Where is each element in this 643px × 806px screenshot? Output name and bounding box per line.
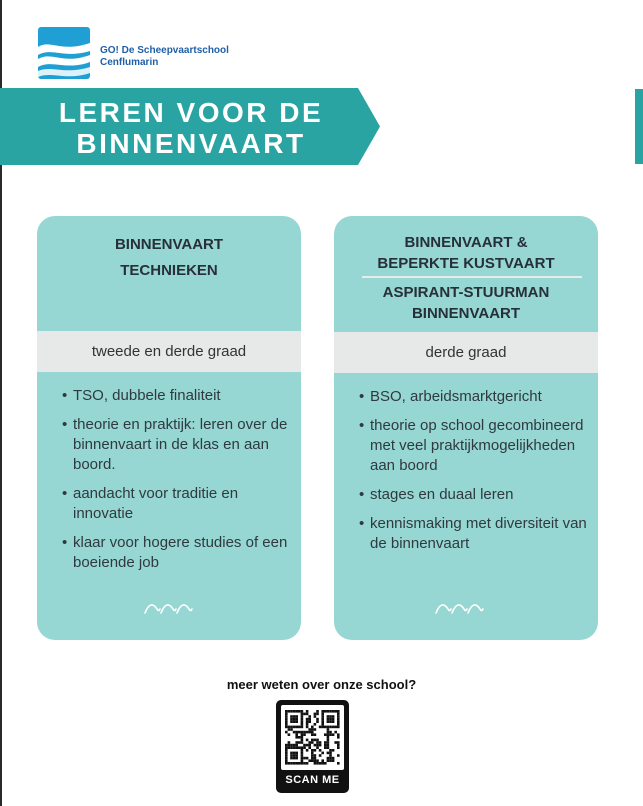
qr-module (290, 757, 293, 760)
qr-module (295, 762, 298, 765)
qr-module (308, 731, 311, 734)
qr-module (319, 754, 322, 757)
qr-module (314, 728, 317, 731)
qr-module (306, 726, 309, 729)
qr-module (337, 733, 340, 736)
qr-module (321, 710, 324, 713)
qr-module (301, 733, 304, 736)
qr-module (327, 752, 330, 755)
qr-module (327, 728, 330, 731)
page-title-line1: LEREN VOOR DE (58, 97, 324, 128)
qr-module (334, 710, 337, 713)
qr-module (334, 741, 337, 744)
qr-module (327, 739, 330, 742)
qr-module (301, 752, 304, 755)
qr-module (301, 754, 304, 757)
qr-module (301, 720, 304, 723)
qr-module (301, 715, 304, 718)
qr-module (337, 741, 340, 744)
qr-module (306, 710, 309, 713)
qr-module (321, 715, 324, 718)
qr-module (285, 713, 288, 716)
qr-module (303, 762, 306, 765)
qr-module (337, 726, 340, 729)
qr-code-icon (281, 705, 344, 770)
qr-module (301, 739, 304, 742)
qr-module (329, 749, 332, 752)
qr-module (293, 718, 296, 721)
qr-module (301, 759, 304, 762)
qr-module (295, 754, 298, 757)
qr-module (332, 718, 335, 721)
qr-module (298, 741, 301, 744)
card-title-line2: TECHNIEKEN (120, 262, 218, 279)
qr-module (327, 731, 330, 734)
qr-module (285, 726, 288, 729)
list-item: • aandacht voor traditie en innovatie (62, 485, 239, 522)
qr-module (311, 757, 314, 760)
qr-module (311, 752, 314, 755)
qr-module (311, 749, 314, 752)
qr-module (298, 726, 301, 729)
list-item: • BSO, arbeidsmarktgericht (359, 388, 542, 405)
qr-module (324, 762, 327, 765)
qr-module (295, 731, 298, 734)
qr-module (295, 733, 298, 736)
qr-module (337, 715, 340, 718)
scan-me-label: SCAN ME (285, 774, 340, 786)
qr-module (285, 762, 288, 765)
qr-module (290, 720, 293, 723)
qr-module (329, 731, 332, 734)
qr-module (285, 759, 288, 762)
program-card-kustvaart (334, 216, 598, 640)
grade-label: derde graad (334, 332, 598, 373)
qr-module (334, 731, 337, 734)
qr-module (306, 731, 309, 734)
qr-module (311, 739, 314, 742)
qr-module (321, 720, 324, 723)
qr-module (288, 710, 291, 713)
qr-module (303, 746, 306, 749)
list-item: • theorie op school gecombineerd met veel praktijkmogelijkheden aan boord (359, 417, 584, 474)
qr-module (285, 710, 288, 713)
qr-module (324, 744, 327, 747)
program-card-technieken (37, 216, 301, 640)
list-item: • kennismaking met diversiteit van de binnenvaart (359, 515, 587, 552)
qr-module (288, 746, 291, 749)
qr-module (327, 741, 330, 744)
qr-module (324, 741, 327, 744)
card-subtitle (334, 282, 598, 324)
qr-module (319, 749, 322, 752)
qr-module (308, 715, 311, 718)
qr-module (314, 759, 317, 762)
qr-module (314, 749, 317, 752)
qr-module (327, 720, 330, 723)
qr-module (288, 744, 291, 747)
qr-module (290, 754, 293, 757)
qr-module (314, 757, 317, 760)
qr-module (337, 744, 340, 747)
qr-module (329, 752, 332, 755)
qr-module (301, 749, 304, 752)
qr-module (321, 723, 324, 726)
grade-label: tweede en derde graad (37, 331, 301, 372)
qr-module (301, 713, 304, 716)
qr-module (337, 736, 340, 739)
qr-module (314, 744, 317, 747)
qr-module (334, 726, 337, 729)
qr-module (306, 713, 309, 716)
qr-module (311, 741, 314, 744)
qr-module (316, 741, 319, 744)
qr-module (290, 746, 293, 749)
card-title-line1: BINNENVAART (114, 236, 224, 253)
qr-module (306, 739, 309, 742)
qr-module (295, 736, 298, 739)
qr-module (337, 720, 340, 723)
qr-module (319, 744, 322, 747)
qr-module (316, 744, 319, 747)
qr-module (329, 759, 332, 762)
title-divider (362, 276, 582, 278)
qr-module (337, 718, 340, 721)
qr-module (303, 733, 306, 736)
page-title (46, 97, 336, 159)
card-title (334, 232, 598, 274)
qr-module (293, 720, 296, 723)
school-name-line2: Cenflumarin (100, 57, 159, 68)
qr-module (308, 718, 311, 721)
qr-module (290, 752, 293, 755)
qr-module (301, 757, 304, 760)
school-name (100, 45, 229, 69)
qr-module (327, 718, 330, 721)
qr-module (329, 754, 332, 757)
qr-module (306, 762, 309, 765)
card-title (37, 232, 301, 284)
qr-module (303, 713, 306, 716)
qr-module (329, 757, 332, 760)
qr-module (301, 726, 304, 729)
qr-module (314, 739, 317, 742)
qr-module (321, 726, 324, 729)
qr-module (316, 720, 319, 723)
list-item: • theorie en praktijk: leren over de binnenvaart in de klas en aan boord. (62, 416, 288, 473)
qr-module (285, 752, 288, 755)
qr-module (303, 744, 306, 747)
qr-module (337, 713, 340, 716)
qr-module (332, 726, 335, 729)
qr-module (290, 718, 293, 721)
qr-module (324, 746, 327, 749)
card-title-line2: BEPERKTE KUSTVAART (377, 255, 555, 272)
qr-module (290, 710, 293, 713)
qr-module (308, 720, 311, 723)
card-subtitle-line1: ASPIRANT-STUURMAN (382, 284, 550, 301)
qr-module (316, 713, 319, 716)
qr-module (321, 718, 324, 721)
qr-code-button[interactable] (276, 700, 349, 793)
qr-module (285, 746, 288, 749)
qr-module (306, 744, 309, 747)
qr-module (329, 718, 332, 721)
qr-module (285, 718, 288, 721)
qr-module (295, 718, 298, 721)
qr-module (293, 710, 296, 713)
qr-module (311, 759, 314, 762)
qr-module (327, 715, 330, 718)
qr-module (295, 752, 298, 755)
qr-module (316, 718, 319, 721)
qr-module (337, 723, 340, 726)
qr-module (321, 759, 324, 762)
qr-module (332, 733, 335, 736)
qr-module (324, 733, 327, 736)
qr-module (308, 759, 311, 762)
qr-module (285, 731, 288, 734)
qr-module (293, 752, 296, 755)
qr-module (319, 762, 322, 765)
qr-module (327, 759, 330, 762)
qr-module (324, 726, 327, 729)
qr-module (316, 746, 319, 749)
qr-module (301, 718, 304, 721)
qr-module (321, 752, 324, 755)
waves-icon (434, 601, 486, 615)
qr-module (298, 746, 301, 749)
qr-module (285, 744, 288, 747)
qr-module (316, 739, 319, 742)
qr-module (295, 726, 298, 729)
qr-module (316, 710, 319, 713)
qr-module (327, 736, 330, 739)
qr-module (311, 754, 314, 757)
qr-module (337, 746, 340, 749)
waves-icon (143, 601, 195, 615)
qr-module (337, 754, 340, 757)
qr-module (311, 726, 314, 729)
qr-module (327, 710, 330, 713)
qr-module (301, 731, 304, 734)
qr-module (319, 726, 322, 729)
qr-module (285, 757, 288, 760)
qr-module (295, 710, 298, 713)
qr-module (316, 762, 319, 765)
qr-module (303, 757, 306, 760)
qr-module (311, 728, 314, 731)
qr-module (308, 741, 311, 744)
qr-module (314, 754, 317, 757)
qr-module (288, 741, 291, 744)
qr-module (290, 762, 293, 765)
qr-module (301, 762, 304, 765)
qr-module (311, 731, 314, 734)
qr-module (285, 720, 288, 723)
qr-module (324, 710, 327, 713)
school-name-line1: GO! De Scheepvaartschool (100, 45, 229, 56)
qr-module (288, 726, 291, 729)
qr-module (295, 757, 298, 760)
qr-module (314, 715, 317, 718)
feature-list (359, 387, 594, 563)
qr-module (301, 710, 304, 713)
list-item: • klaar voor hogere studies of een boeiende job (62, 534, 288, 571)
qr-module (316, 759, 319, 762)
qr-module (301, 746, 304, 749)
qr-module (298, 710, 301, 713)
qr-module (308, 728, 311, 731)
qr-module (285, 723, 288, 726)
qr-module (314, 723, 317, 726)
qr-module (306, 720, 309, 723)
qr-module (293, 746, 296, 749)
qr-module (314, 733, 317, 736)
qr-module (329, 726, 332, 729)
qr-module (332, 759, 335, 762)
qr-module (293, 726, 296, 729)
qr-module (290, 728, 293, 731)
qr-module (332, 715, 335, 718)
qr-module (332, 757, 335, 760)
qr-module (301, 736, 304, 739)
more-info-prompt: meer weten over onze school? (226, 677, 417, 692)
qr-module (329, 720, 332, 723)
qr-module (295, 746, 298, 749)
list-item: • stages en duaal leren (359, 486, 514, 503)
qr-module (329, 710, 332, 713)
qr-module (332, 710, 335, 713)
qr-module (295, 741, 298, 744)
qr-module (285, 715, 288, 718)
qr-module (298, 736, 301, 739)
qr-module (321, 713, 324, 716)
qr-module (288, 762, 291, 765)
qr-module (308, 744, 311, 747)
qr-module (301, 741, 304, 744)
qr-module (293, 757, 296, 760)
qr-module (298, 731, 301, 734)
qr-module (306, 749, 309, 752)
qr-module (290, 715, 293, 718)
qr-module (295, 715, 298, 718)
card-title-line1: BINNENVAART & (404, 234, 528, 251)
qr-module (295, 744, 298, 747)
qr-module (306, 757, 309, 760)
qr-module (332, 749, 335, 752)
qr-module (298, 762, 301, 765)
list-item: • TSO, dubbele finaliteit (62, 387, 221, 404)
feature-list (62, 386, 297, 582)
qr-module (293, 744, 296, 747)
page-title-line2: BINNENVAART (76, 128, 306, 159)
qr-module (285, 754, 288, 757)
qr-module (329, 733, 332, 736)
wave-logo-icon (38, 27, 90, 79)
qr-module (332, 720, 335, 723)
card-subtitle-line2: BINNENVAART (411, 305, 521, 322)
qr-module (303, 731, 306, 734)
qr-module (327, 733, 330, 736)
qr-module (327, 726, 330, 729)
qr-module (301, 723, 304, 726)
qr-module (293, 731, 296, 734)
qr-module (306, 718, 309, 721)
qr-module (293, 754, 296, 757)
qr-module (288, 733, 291, 736)
qr-module (290, 744, 293, 747)
qr-module (285, 749, 288, 752)
qr-module (308, 746, 311, 749)
qr-module (293, 715, 296, 718)
qr-module (314, 713, 317, 716)
qr-module (327, 744, 330, 747)
qr-module (288, 728, 291, 731)
qr-module (311, 733, 314, 736)
qr-module (337, 710, 340, 713)
qr-module (321, 762, 324, 765)
qr-module (327, 757, 330, 760)
qr-module (327, 746, 330, 749)
qr-module (337, 762, 340, 765)
right-accent-tab (635, 89, 643, 164)
qr-module (293, 762, 296, 765)
qr-module (314, 762, 317, 765)
qr-module (290, 726, 293, 729)
qr-module (295, 720, 298, 723)
qr-module (319, 741, 322, 744)
qr-module (329, 715, 332, 718)
qr-module (306, 723, 309, 726)
